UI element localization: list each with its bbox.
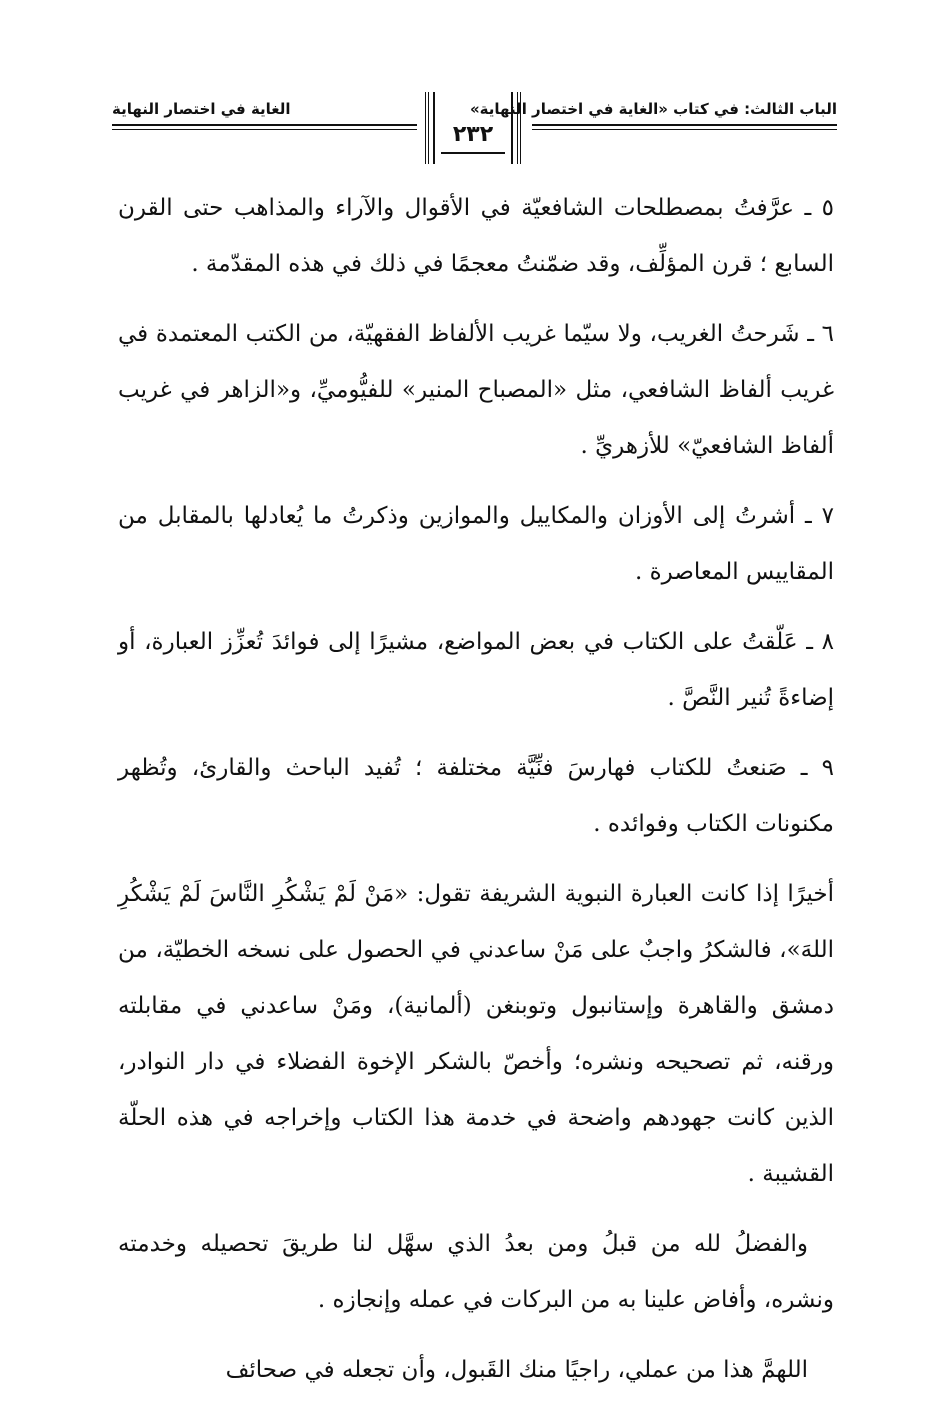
body-text (118, 180, 834, 1412)
header-rule-right (532, 124, 837, 126)
paragraph-acknowledgements: أخيرًا إذا كانت العبارة النبوية الشريفة تقول: «مَنْ لَمْ يَشْكُرِ النَّاسَ لَمْ يَشْكُرِ اللهَ»، فالشكرُ واجبٌ على مَنْ ساعدني في الحصول على نسخه الخطيّة، من دمشق والقاهرة وإستانبول وتوبنغن (ألمانية)، ومَنْ ساعدني في مقابلته ورقنه، ثم تصحيحه ونشره؛ وأخصّ بالشكر الإخوة الفضلاء في دار النوادر، الذين كانت جهودهم واضحة في خدمة هذا الكتاب وإخراجه في هذه الحلّة القشيبة . (118, 881, 834, 1187)
paragraph-item-6: ٦ ـ شَرحتُ الغريب، ولا سيّما غريب الألفاظ الفقهيّة، من الكتب المعتمدة في غريب ألفاظ الشافعي، مثل «المصباح المنير» للفيُّوميِّ، و«الزاهر في غريب ألفاظ الشافعيّ» للأزهريِّ . (118, 321, 834, 459)
book-title: الغاية في اختصار النهاية (112, 100, 291, 118)
header-rule-left (112, 124, 417, 126)
paragraph-item-7: ٧ ـ أشرتُ إلى الأوزان والمكاييل والموازين وذكرتُ ما يُعادلها بالمقابل من المقاييس المعاصرة . (118, 503, 834, 585)
paragraph-item-5: ٥ ـ عرَّفتُ بمصطلحات الشافعيّة في الأقوال والآراء والمذاهب حتى القرن السابع ؛ قرن المؤلِّف، وقد ضمّنتُ معجمًا في ذلك في هذه المقدّمة . (118, 195, 834, 277)
paragraph-item-9: ٩ ـ صَنعتُ للكتاب فهارسَ فنِّيَّة مختلفة ؛ تُفيد الباحث والقارئ، وتُظهر مكنونات الكتاب وفوائده . (118, 755, 834, 837)
running-header (112, 92, 837, 176)
page-number-frame (425, 92, 521, 164)
paragraph-praise: والفضلُ لله من قبلُ ومن بعدُ الذي سهَّل لنا طريقَ تحصيله وخدمته ونشره، وأفاض علينا به من البركات في عمله وإنجازه . (118, 1231, 834, 1313)
page-number: ٢٣٢ (452, 122, 494, 147)
paragraph-item-8: ٨ ـ عَلّقتُ على الكتاب في بعض المواضع، مشيرًا إلى فوائدَ تُعزِّز العبارة، أو إضاءةً تُنير النَّصَّ . (118, 629, 834, 711)
page-number-underline (441, 152, 505, 154)
paragraph-prayer: اللهمَّ هذا من عملي، راجيًا منك القَبول، وأن تجعله في صحائف (225, 1357, 808, 1383)
chapter-title: الباب الثالث: في كتاب «الغاية في اختصار النهاية» (469, 100, 837, 118)
